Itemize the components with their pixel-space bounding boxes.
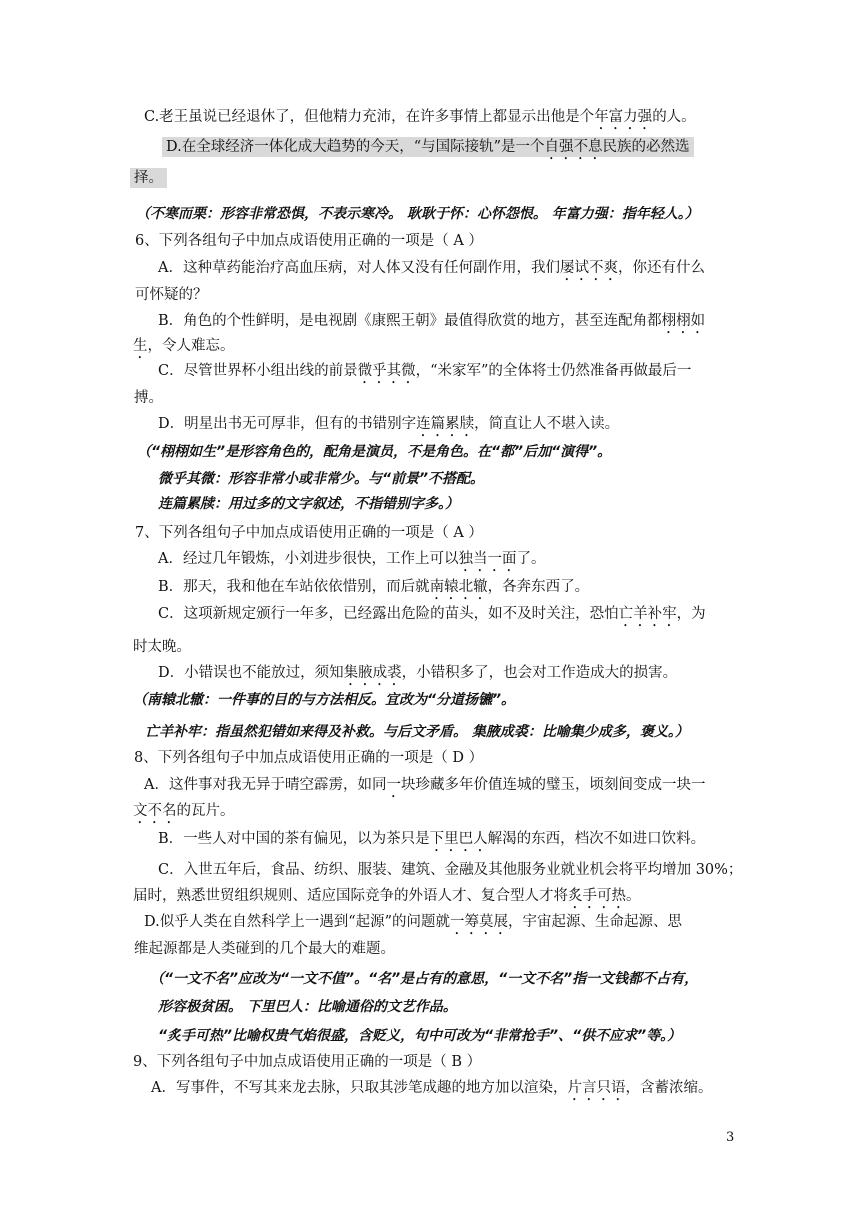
emphasized-idiom: 一筹莫展: [450, 914, 509, 930]
text-line: 择。: [130, 168, 167, 188]
text-line: 搏。: [134, 390, 163, 406]
answer-explanation-line: 形容极贫困。 下里巴人：比喻通俗的文艺作品。: [158, 999, 457, 1015]
text-line: D.在全球经济一体化成大趋势的今天，“与国际接轨”是一个自强不息民族的必然选: [162, 137, 694, 163]
emphasized-idiom: 生: [133, 338, 148, 354]
text-line: 时太晚。: [133, 639, 191, 655]
text-line: D.似乎人类在自然科学上一遇到“起源”的问题就一筹莫展，宇宙起源、生命起源、思: [144, 914, 683, 930]
answer-explanation-line: “炙手可热”比喻权贵气焰很盛，含贬义，句中可改为“非常抢手”、“供不应求”等。）: [158, 1028, 682, 1044]
text-line: 7、下列各组句子中加点成语使用正确的一项是（ A ）: [135, 525, 483, 541]
text-line: A．这种草药能治疗高血压病，对人体又没有任何副作用，我们屡试不爽，你还有什么: [158, 260, 705, 276]
text-line: 9、下列各组句子中加点成语使用正确的一项是（ B ）: [133, 1054, 482, 1070]
emphasized-idiom: 片言只语: [567, 1080, 626, 1096]
emphasized-idiom: 亡羊补牢: [618, 606, 677, 622]
text-line: A．写事件，不写其来龙去脉，只取其涉笔成趣的地方加以渲染，片言只语，含蓄浓缩。: [151, 1080, 713, 1096]
text-line: A．经过几年锻炼，小刘进步很快，工作上可以独当一面了。: [158, 551, 546, 567]
emphasized-idiom: 屡试不爽: [559, 260, 618, 276]
answer-explanation-line: 连篇累牍：用过多的文字叙述，不指错别字多。）: [158, 496, 459, 512]
emphasized-idiom: 集腋成裘: [343, 665, 402, 681]
emphasized-idiom: 独当一面: [458, 551, 517, 567]
emphasized-idiom: 一: [386, 777, 401, 793]
text-line: C．尽管世界杯小组出线的前景微乎其微，“米家军”的全体将士仍然准备再做最后一: [158, 363, 692, 379]
page-number: 3: [726, 1130, 735, 1145]
emphasized-idiom: 南辕北辙: [429, 579, 488, 595]
emphasized-idiom: 自强不息: [544, 139, 603, 155]
emphasized-idiom: 下里巴人: [429, 831, 488, 847]
text-line: D．小错误也不能放过，须知集腋成裘，小错积多了，也会对工作造成大的损害。: [158, 665, 678, 681]
text-line: B．角色的个性鲜明，是电视剧《康熙王朝》最值得欣赏的地方，甚至连配角都栩栩如: [158, 313, 706, 329]
text-line: D．明星出书无可厚非，但有的书错别字连篇累牍，简直让人不堪入读。: [158, 416, 620, 432]
text-line: 文不名的瓦片。: [133, 803, 235, 819]
text-line: 生，令人难忘。: [133, 338, 235, 354]
emphasized-idiom: 连篇累牍: [416, 416, 475, 432]
text-line: C．入世五年后，食品、纺织、服装、建筑、金融及其他服务业就业机会将平均增加 30%；: [158, 862, 743, 878]
answer-explanation-line: （“栩栩如生”是形容角色的，配角是演员，不是角色。在“都”后加“演得”。: [137, 444, 612, 460]
text-line: A．这件事对我无异于晴空霹雳，如同一块珍藏多年价值连城的璧玉，顷刻间变成一块一: [144, 777, 706, 793]
emphasized-idiom: 文不名: [133, 803, 177, 819]
emphasized-idiom: 年富力强: [594, 109, 653, 125]
text-line: C.老王虽说已经退休了，但他精力充沛，在许多事情上都显示出他是个年富力强的人。: [144, 109, 696, 125]
text-line: 8、下列各组句子中加点成语使用正确的一项是（ D ）: [134, 750, 484, 766]
text-line: 可怀疑的？: [135, 287, 208, 303]
text-line: B．一些人对中国的茶有偏见，以为茶只是下里巴人解渴的东西，档次不如进口饮料。: [158, 831, 706, 847]
emphasized-idiom: 微乎其微: [357, 363, 416, 379]
answer-explanation-line: 亡羊补牢：指虽然犯错如来得及补救。与后文矛盾。 集腋成裘：比喻集少成多，褒义。）: [145, 724, 689, 740]
text-line: 维起源都是人类碰到的几个最大的难题。: [134, 941, 395, 957]
answer-explanation-line: （“一文不名”应改为“一文不值”。“名”是占有的意思，“一文不名”指一文钱都不占有，: [150, 971, 699, 987]
text-line: C．这项新规定颁行一年多，已经露出危险的苗头，如不及时关注，恐怕亡羊补牢，为: [158, 606, 706, 622]
answer-explanation-line: （南辕北辙：一件事的目的与方法相反。宜改为“分道扬镳”。: [133, 692, 516, 708]
answer-explanation-line: （不寒而栗：形容非常恐惧，不表示寒冷。 耿耿于怀：心怀怨恨。 年富力强：指年轻人。）: [136, 206, 699, 222]
text-line: 6、下列各组句子中加点成语使用正确的一项是（ A ）: [135, 233, 483, 249]
emphasized-idiom: 炙手可热: [568, 888, 626, 904]
text-line: B．那天，我和他在车站依依惜别，而后就南辕北辙，各奔东西了。: [158, 579, 590, 595]
text-line: 届时，熟悉世贸组织规则、适应国际竞争的外语人才、复合型人才将炙手可热。: [133, 888, 641, 904]
emphasized-idiom: 栩栩如: [661, 313, 706, 329]
answer-explanation-line: 微乎其微：形容非常小或非常少。与“前景”不搭配。: [158, 471, 485, 487]
